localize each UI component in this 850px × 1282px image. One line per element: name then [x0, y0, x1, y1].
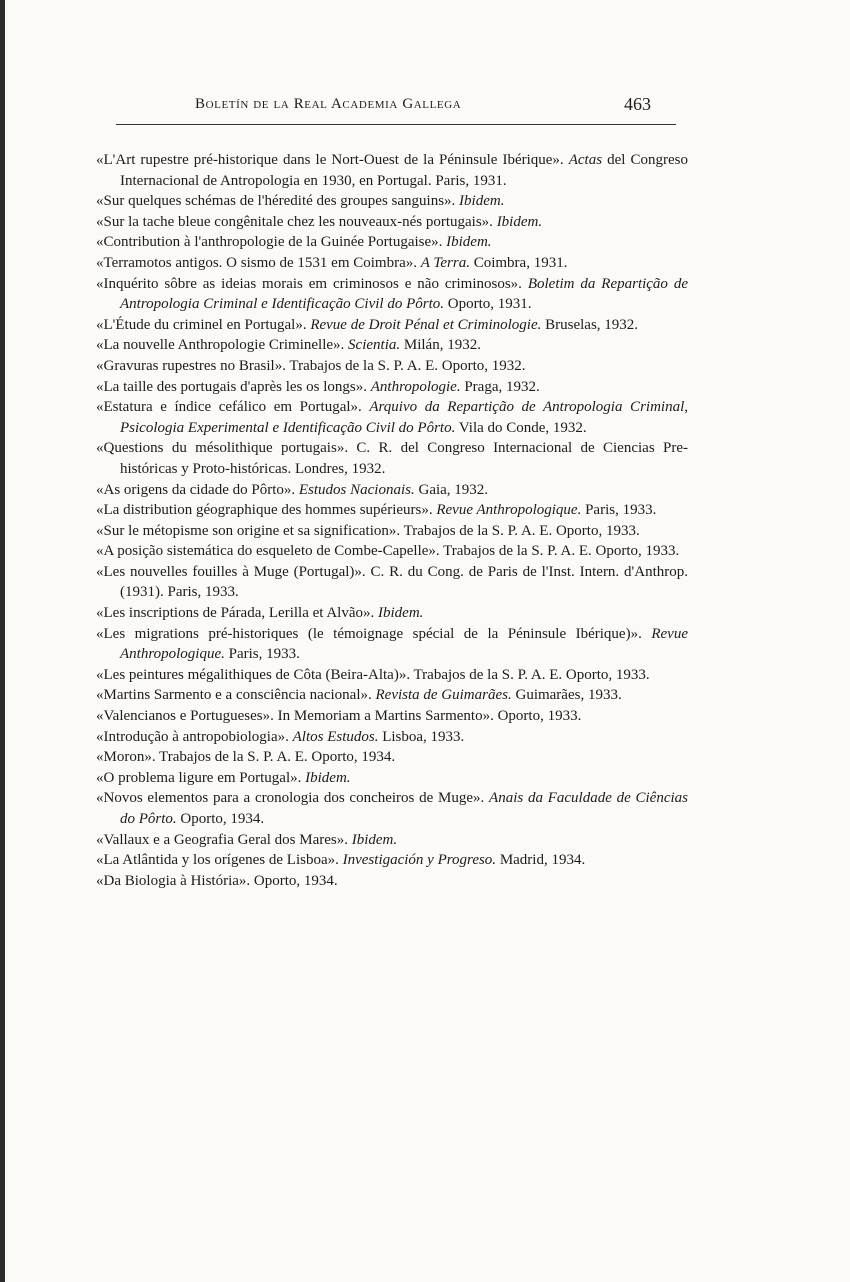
- bibliography-entry: «Vallaux e a Geografia Geral dos Mares». Ibidem.: [96, 831, 398, 848]
- bibliography-entry: «Les inscriptions de Párada, Lerilla et Alvão». Ibidem.: [96, 605, 424, 622]
- bibliography-list: [96, 150, 688, 891]
- bibliography-entry: «L'Art rupestre pré-historique dans le Nort-Ouest de la Péninsule Ibérique». Actas del Congreso Internacional de Antropologia en 1930, en Portugal. Paris, 1931.: [96, 152, 688, 189]
- header-rule: [116, 124, 676, 125]
- bibliography-entry: «Novos elementos para a cronologia dos concheiros de Muge». Anais da Faculdade de Ciências do Pôrto. Oporto, 1934.: [96, 790, 689, 827]
- bibliography-entry: «Valencianos e Portugueses». In Memoriam a Martins Sarmento». Oporto, 1933.: [96, 708, 582, 725]
- bibliography-entry: «Sur le métopisme son origine et sa signification». Trabajos de la S. P. A. E. Oporto, 1933.: [96, 522, 640, 539]
- bibliography-entry: «Moron». Trabajos de la S. P. A. E. Oporto, 1934.: [96, 749, 396, 766]
- bibliography-entry: «Les migrations pré-historiques (le témoignage spécial de la Péninsule Ibérique)». Revue Anthropologique. Paris, 1933.: [96, 625, 688, 663]
- bibliography-entry: «L'Étude du criminel en Portugal». Revue de Droit Pénal et Criminologie. Bruselas, 1932.: [96, 316, 639, 333]
- bibliography-entry: «Estatura e índice cefálico em Portugal». Arquivo da Repartição de Antropologia Criminal, Psicologia Experimental e Identificação Civil do Pôrto. Vila do Conde, 1932.: [96, 399, 688, 436]
- bibliography-entry: «Terramotos antigos. O sismo de 1531 em Coimbra». A Terra. Coimbra, 1931.: [96, 254, 568, 271]
- bibliography-entry: «Sur quelques schémas de l'héredité des groupes sanguins». Ibidem.: [96, 193, 505, 210]
- bibliography-entry: «Sur la tache bleue congênitale chez les nouveaux-nés portugais». Ibidem.: [96, 213, 543, 230]
- bibliography-entry: «La Atlântida y los orígenes de Lisboa». Investigación y Progreso. Madrid, 1934.: [96, 852, 586, 869]
- running-title: Boletín de la Real Academia Gallega: [195, 96, 462, 112]
- bibliography-entry: «La distribution géographique des hommes supérieurs». Revue Anthropologique. Paris, 1933.: [96, 502, 657, 519]
- bibliography-entry: «Contribution à l'anthropologie de la Guinée Portugaise». Ibidem.: [96, 234, 492, 251]
- bibliography-entry: «Martins Sarmento e a consciência nacional». Revista de Guimarães. Guimarães, 1933.: [96, 687, 622, 704]
- bibliography-entry: «Da Biologia à História». Oporto, 1934.: [96, 872, 338, 889]
- scan-edge: [0, 0, 5, 1282]
- bibliography-entry: «Questions du mésolithique portugais». C. R. del Congreso Internacional de Ciencias Pre-históricas y Proto-históricas. Londres, 1932.: [96, 440, 688, 477]
- page-header: [195, 96, 675, 122]
- bibliography-entry: «O problema ligure em Portugal». Ibidem.: [96, 769, 351, 786]
- bibliography-entry: «Introdução à antropobiologia». Altos Estudos. Lisboa, 1933.: [96, 728, 465, 745]
- bibliography-entry: «Inquérito sôbre as ideias morais em criminosos e não criminosos». Boletim da Repartição de Antropologia Criminal e Identificação Civil do Pôrto. Oporto, 1931.: [96, 275, 688, 313]
- bibliography-entry: «A posição sistemática do esqueleto de Combe-Capelle». Trabajos de la S. P. A. E. Oporto, 1933.: [96, 543, 680, 560]
- bibliography-entry: «Gravuras rupestres no Brasil». Trabajos de la S. P. A. E. Oporto, 1932.: [96, 357, 526, 374]
- page-number: 463: [624, 94, 651, 114]
- bibliography-entry: «Les peintures mégalithiques de Côta (Beira-Alta)». Trabajos de la S. P. A. E. Oporto, 1933.: [96, 666, 650, 683]
- bibliography-entry: «La taille des portugais d'après les os longs». Anthropologie. Praga, 1932.: [96, 378, 540, 395]
- bibliography-entry: «La nouvelle Anthropologie Criminelle». Scientia. Milán, 1932.: [96, 337, 481, 354]
- bibliography-entry: «Les nouvelles fouilles à Muge (Portugal)». C. R. du Cong. de Paris de l'Inst. Intern. d'Anthrop. (1931). Paris, 1933.: [96, 563, 688, 601]
- bibliography-entry: «As origens da cidade do Pôrto». Estudos Nacionais. Gaia, 1932.: [96, 481, 489, 498]
